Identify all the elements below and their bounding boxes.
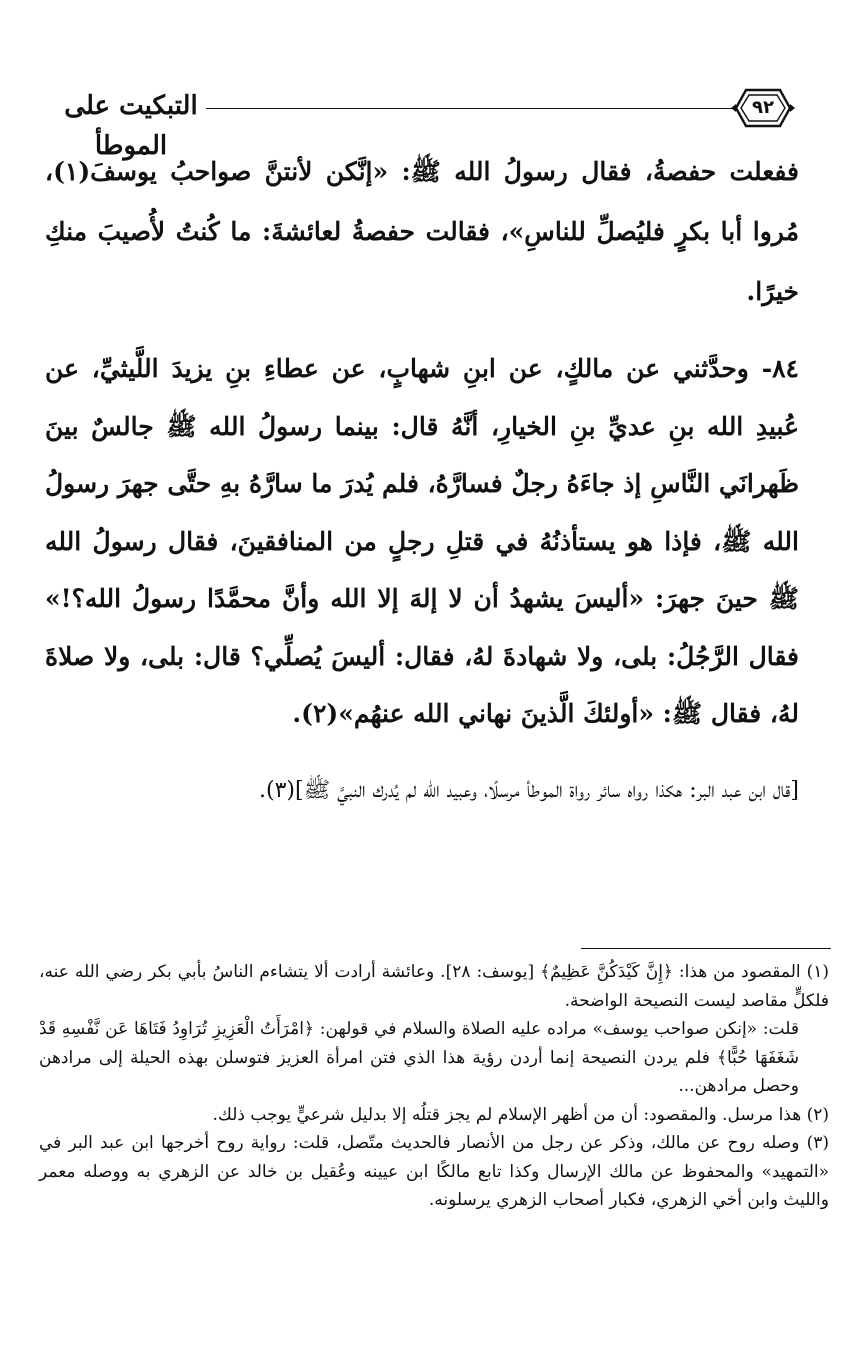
- footnote-separator: [581, 948, 831, 949]
- page-number: ٩٢: [752, 97, 774, 118]
- main-text: [45, 142, 799, 817]
- footnotes: [39, 958, 829, 1215]
- hadith-paragraph: [45, 340, 799, 743]
- header-rule: [206, 108, 736, 109]
- paragraph-continuation: ففعلت حفصةُ، فقال رسولُ الله ﷺ: «إنَّكن لأنتنَّ صواحبُ يوسفَ(١)، مُروا أبا بكرٍ فليُصلِّ للناسِ»، فقالت حفصةُ لعائشةَ: ما كُنتُ لأُصيبَ منكِ خيرًا.: [45, 157, 799, 306]
- hadith-text: وحدَّثني عن مالكٍ، عن ابنِ شهابٍ، عن عطاءِ بنِ يزيدَ اللَّيثيِّ، عن عُبيدِ الله بنِ عديِّ بنِ الخيارِ، أنَّهُ قال: بينما رسولُ الله ﷺ جالسٌ بينَ ظَهرانَي النَّاسِ إذ جاءَهُ رجلٌ فسارَّهُ، فلم يُدرَ ما سارَّهُ بهِ حتَّى جهرَ رسولُ الله ﷺ، فإذا هو يستأذنُهُ في قتلِ رجلٍ من المنافقينَ، فقال رسولُ الله ﷺ حينَ جهرَ: «أليسَ يشهدُ أن لا إلهَ إلا الله وأنَّ محمَّدًا رسولُ الله؟!» فقال الرَّجُلُ: بلى، ولا شهادةَ لهُ، فقال: أليسَ يُصلِّي؟ قال: بلى، ولا صلاةَ لهُ، فقال ﷺ: «أولئكَ الَّذينَ نهاني الله عنهُم»(٢).: [45, 354, 799, 728]
- footnote-1-comment: قلت: «إنكن صواحب يوسف» مراده عليه الصلاة والسلام في قولهن: ﴿امْرَأَتُ الْعَزِيزِ تُرَاوِدُ فَتَاهَا عَن نَّفْسِهِ قَدْ شَغَفَهَا حُبًّا﴾ فلم يردن النصيحة إنما أردن رؤية هذا الذي فتن امرأة العزيز فتوسلن بهذه الحيلة إلى مرادهن وحصل مرادهن...: [39, 1019, 799, 1096]
- page-number-badge: [730, 82, 796, 134]
- footnote-1: (١) المقصود من هذا: ﴿إِنَّ كَيْدَكُنَّ عَظِيمٌ﴾ [يوسف: ٢٨]. وعائشة أرادت ألا يتشاءم الناسُ بأبي بكر رضي الله عنه، فلكلٍّ مقاصد ليست النصيحة الواضحة.: [39, 962, 829, 1011]
- hadith-number: ٨٤-: [761, 354, 799, 383]
- page-header: [56, 82, 796, 161]
- editor-note: [قال ابن عبد البر: هكذا رواه سائر رواة الموطأ مرسلًا، وعبيد الله لم يُدرك النبيَّ ﷺ](٣).: [259, 777, 799, 803]
- footnote-3: (٣) وصله روح عن مالك، وذكر عن رجل من الأنصار فالحديث متّصل، قلت: رواية روح أخرجها ابن عبد البر في «التمهيد» والمحفوظ عن مالك الإرسال وكذا تابع مالكًا ابن عيينه وعُقيل بن خالد عن الزهري به ووصله معمر والليث وابن أخي الزهري، فكبار أصحاب الزهري يرسلونه.: [39, 1133, 829, 1210]
- book-title: التبكيت على الموطأ: [64, 91, 198, 161]
- footnote-2: (٢) هذا مرسل. والمقصود: أن من أظهر الإسلام لم يجز قتلُه إلا بدليل شرعيٍّ يوجب ذلك.: [212, 1104, 829, 1125]
